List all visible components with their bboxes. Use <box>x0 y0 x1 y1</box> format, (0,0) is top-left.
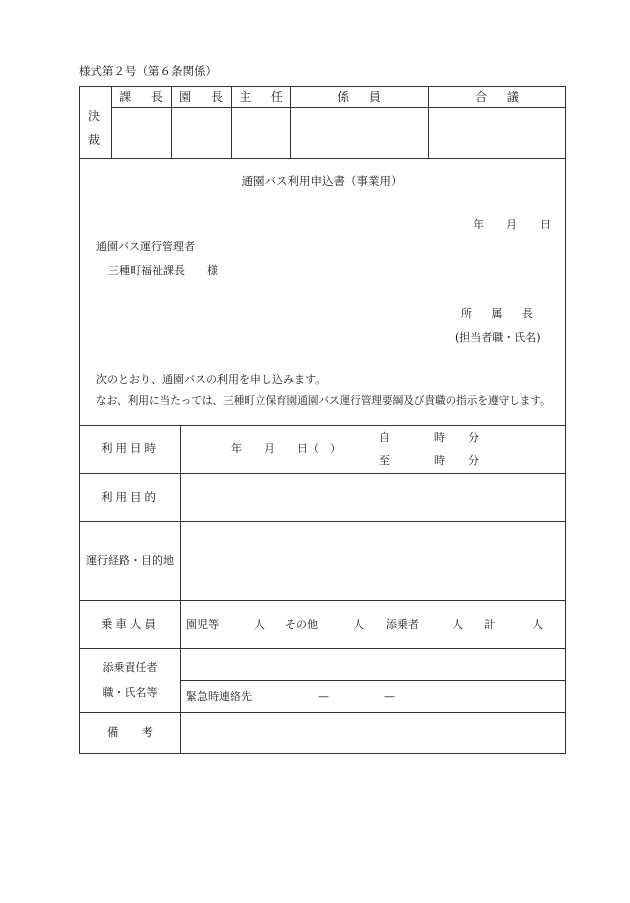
passengers-label: 乗車人員 <box>101 617 159 631</box>
responsible-label-1: 添乗責任者 <box>102 661 158 674</box>
remarks-label: 備 考 <box>107 725 153 739</box>
approval-divider <box>428 86 429 159</box>
passengers-escorts-unit: 人 <box>452 618 463 631</box>
approval-divider <box>111 86 112 159</box>
form-reference: 様式第２号（第６条関係） <box>79 64 217 78</box>
statement-line-2: なお、利用に当たっては、三種町立保育園通園バス運行管理要綱及び貴職の指示を遵守します。 <box>96 395 551 407</box>
purpose-label: 利用目的 <box>101 490 159 504</box>
addressee-line-1: 通園バス運行管理者 <box>96 240 195 253</box>
addressee-line-2: 三種町福祉課長 様 <box>108 264 218 277</box>
datetime-from: 自 <box>379 431 390 444</box>
approval-header-line <box>111 107 566 108</box>
passengers-total-unit: 人 <box>532 618 543 631</box>
approval-header-section-chief: 課 長 <box>119 90 171 104</box>
datetime-from-hour: 時 <box>434 431 445 444</box>
datetime-day: 日（ ） <box>297 442 341 455</box>
date-day: 日 <box>540 218 551 231</box>
approval-header-supervisor: 主 任 <box>239 90 291 104</box>
approval-divider <box>231 86 232 159</box>
table-line <box>79 473 566 474</box>
form-title: 通園バス利用申込書（事業用） <box>241 174 403 188</box>
datetime-from-minute: 分 <box>468 431 479 444</box>
table-line <box>180 680 566 681</box>
datetime-to-minute: 分 <box>468 454 479 467</box>
datetime-month: 月 <box>264 442 275 455</box>
statement-line-1: 次のとおり、通園バスの利用を申し込みます。 <box>96 373 327 386</box>
emergency-contact-dash: — <box>318 690 329 703</box>
date-month: 月 <box>506 218 517 231</box>
emergency-contact-label: 緊急時連絡先 <box>186 690 252 703</box>
route-label: 運行経路・目的地 <box>86 554 174 567</box>
datetime-to-hour: 時 <box>434 454 445 467</box>
date-year: 年 <box>473 218 484 231</box>
approval-divider <box>171 86 172 159</box>
table-line <box>79 521 566 522</box>
datetime-label: 利用日時 <box>101 441 159 455</box>
datetime-to: 至 <box>379 454 390 467</box>
table-line <box>79 600 566 601</box>
table-line <box>79 425 566 426</box>
approval-header-principal: 園 長 <box>179 90 231 104</box>
passengers-total: 計 <box>484 618 495 631</box>
approval-header-consultation: 合 議 <box>475 90 527 104</box>
responsible-label-2: 職・氏名等 <box>102 686 158 699</box>
passengers-others-unit: 人 <box>353 618 364 631</box>
approval-header-staff: 係 員 <box>337 90 389 104</box>
emergency-contact-dash: — <box>384 690 395 703</box>
table-label-divider <box>180 425 181 754</box>
applicant-note: (担当者職・氏名) <box>455 331 541 344</box>
table-line <box>79 712 566 713</box>
table-line <box>79 648 566 649</box>
datetime-year: 年 <box>231 442 242 455</box>
passengers-children-unit: 人 <box>254 618 265 631</box>
passengers-escorts: 添乗者 <box>386 618 419 631</box>
approval-side-label: 決裁 <box>87 109 100 147</box>
passengers-others: その他 <box>285 618 318 631</box>
applicant-title: 所 属 長 <box>461 307 541 320</box>
passengers-children: 園児等 <box>186 618 219 631</box>
